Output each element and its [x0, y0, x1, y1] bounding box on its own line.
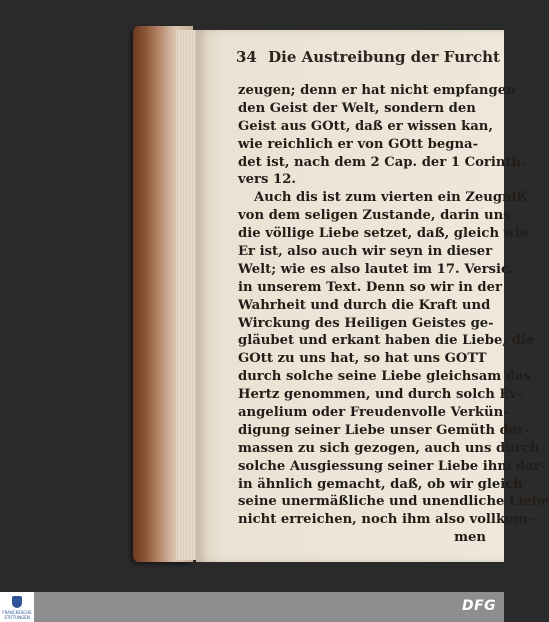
text-line: gläubet und erkant haben die Liebe, die [238, 333, 535, 349]
text-line: GOtt zu uns hat, so hat uns GOTT [238, 351, 487, 367]
institution-logo[interactable] [0, 592, 34, 622]
page-number: 34 [236, 48, 257, 66]
text-line: angelium oder Freudenvolle Verkün- [238, 405, 509, 421]
text-line: Welt; wie es also lautet im 17. Versic. [238, 261, 514, 277]
text-line: in unserem Text. Denn so wir in der [238, 279, 502, 295]
running-title: Die Austreibung der Furcht [268, 48, 500, 66]
text-line: von dem seligen Zustande, darin uns [238, 208, 511, 224]
text-line: seine unermäßliche und unendliche Liebe [238, 494, 549, 510]
text-line: vers 12. [238, 172, 296, 188]
text-line: durch solche seine Liebe gleichsam das [238, 369, 532, 385]
text-line: zeugen; denn er hat nicht empfangen [238, 83, 516, 98]
book-page [196, 30, 549, 562]
text-line: solche Ausgiessung seiner Liebe ihm dar- [238, 458, 547, 474]
text-line: in ähnlich gemacht, daß, ob wir gleich [238, 476, 523, 492]
text-line: det ist, nach dem 2 Cap. der 1 Corinth. [238, 154, 526, 170]
seal-icon [12, 596, 22, 608]
text-line: die völlige Liebe setzet, daß, gleich wie [238, 226, 529, 242]
viewer-footer-bar [0, 592, 504, 622]
text-line: Geist aus GOtt, daß er wissen kan, [238, 118, 493, 134]
text-line: den Geist der Welt, sondern den [238, 100, 476, 116]
running-header [236, 48, 500, 70]
text-line: nicht erreichen, noch ihm also vollkom- [238, 512, 534, 528]
logo-caption: FRANCKESCHE STIFTUNGEN [2, 610, 32, 620]
text-line: Hertz genommen, und durch solch Ev- [238, 387, 523, 403]
text-line: Er ist, also auch wir seyn in dieser [238, 244, 493, 260]
text-line: wie reichlich er von GOtt begna- [238, 136, 479, 152]
text-line: Wirckung des Heiligen Geistes ge- [238, 315, 494, 331]
text-line: Wahrheit und durch die Kraft und [238, 297, 491, 313]
dfg-logo[interactable]: DFG [462, 598, 497, 614]
body-text [238, 82, 549, 547]
text-line: Auch dis ist zum vierten ein Zeugniß [254, 190, 527, 206]
text-line: massen zu sich gezogen, auch uns durch [238, 440, 540, 456]
text-line: digung seiner Liebe unser Gemüth der- [238, 422, 530, 438]
catchword: men [454, 530, 486, 546]
